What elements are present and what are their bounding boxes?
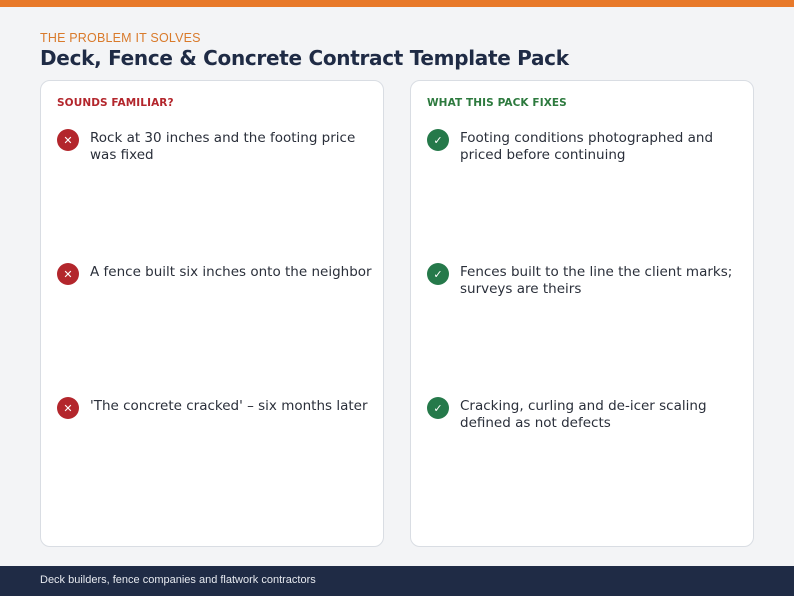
problem-text: A fence built six inches onto the neighbor	[90, 264, 372, 280]
fix-text: Cracking, curling and de-icer scaling defined as not defects	[460, 398, 707, 431]
problem-text: 'The concrete cracked' – six months later	[90, 398, 368, 414]
x-icon: ✕	[57, 263, 79, 285]
problems-heading: SOUNDS FAMILIAR?	[57, 97, 174, 109]
problem-text: Rock at 30 inches and the footing price was fixed	[90, 130, 356, 163]
eyebrow-label: THE PROBLEM IT SOLVES	[40, 31, 201, 45]
problem-item	[57, 263, 377, 285]
problem-item	[57, 397, 377, 419]
fix-item	[427, 129, 747, 164]
top-accent-bar	[0, 0, 794, 7]
check-icon: ✓	[427, 263, 449, 285]
fix-item	[427, 397, 747, 432]
fixes-heading: WHAT THIS PACK FIXES	[427, 97, 567, 109]
check-icon: ✓	[427, 129, 449, 151]
footer-bar	[0, 566, 794, 596]
problem-item	[57, 129, 377, 164]
fix-item	[427, 263, 747, 298]
fix-text: Footing conditions photographed and priced before continuing	[460, 130, 714, 163]
x-icon: ✕	[57, 397, 79, 419]
fixes-card	[410, 80, 754, 547]
footer-text: Deck builders, fence companies and flatwork contractors	[40, 574, 316, 586]
x-icon: ✕	[57, 129, 79, 151]
problems-card	[40, 80, 384, 547]
fix-text: Fences built to the line the client marks; surveys are theirs	[460, 264, 733, 297]
page-title: Deck, Fence & Concrete Contract Template Pack	[40, 46, 569, 70]
check-icon: ✓	[427, 397, 449, 419]
